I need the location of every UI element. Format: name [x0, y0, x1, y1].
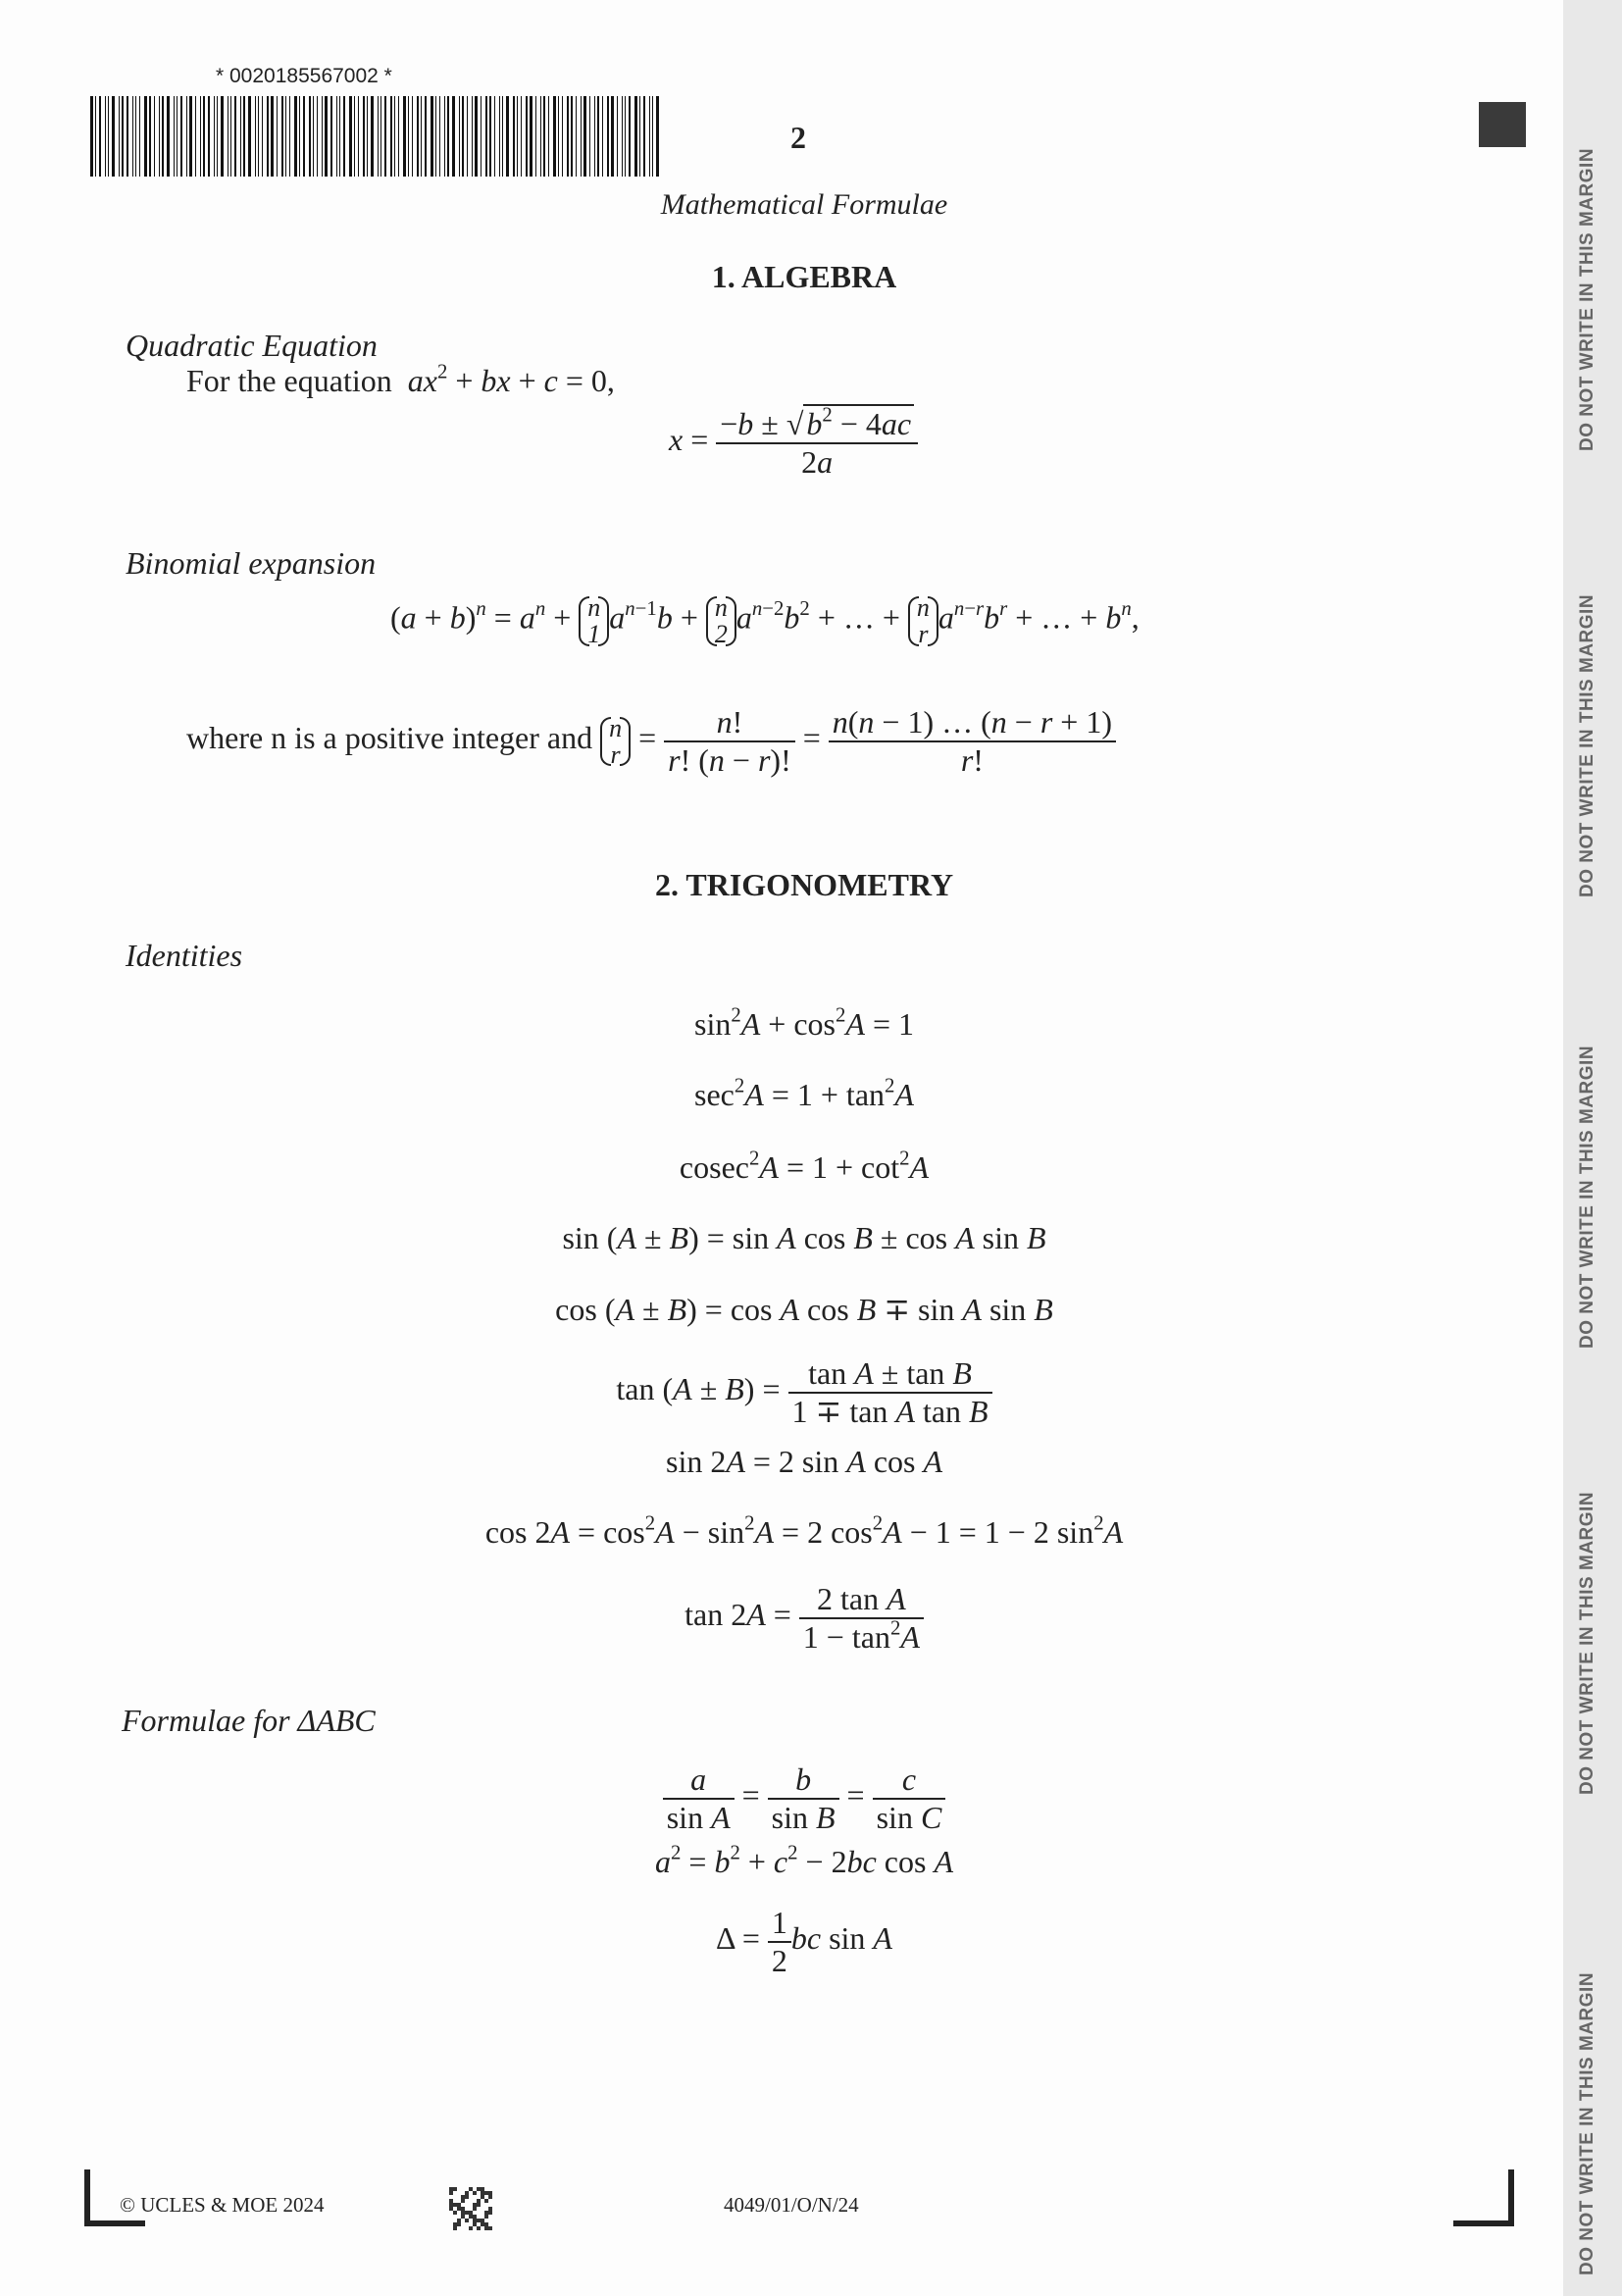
barcode-bar [656, 96, 659, 177]
quadratic-intro [186, 360, 615, 399]
qr-module [481, 2219, 484, 2222]
barcode-bar [543, 96, 545, 177]
qr-module [488, 2191, 492, 2195]
barcode-bar [517, 96, 518, 177]
quadratic-equation: $ax^2$ + bx + c = 0, [407, 360, 615, 398]
qr-module [449, 2187, 453, 2191]
barcode-bar [485, 96, 487, 177]
identity-cos-sum: cos (A ± B) = cos A cos B ∓ sin A sin B [555, 1292, 1053, 1327]
qr-module [484, 2191, 488, 2195]
barcode-bar [354, 96, 355, 177]
barcode-bar [398, 96, 399, 177]
qr-module [484, 2215, 488, 2219]
identity-cos-double: $\cos 2A = \cos^2A - \sin^2A = 2$ $\cos^2A - 1 = 1 - 2$ $\sin^2A$ [484, 1511, 1124, 1550]
cosine-rule: $a^2 = b^2 + c^2 - 2bc$ cos A [655, 1841, 953, 1879]
barcode-bar [105, 96, 106, 177]
barcode-bar [248, 96, 251, 177]
barcode-bar [174, 96, 175, 177]
qr-code [449, 2187, 492, 2230]
quadratic-title: Quadratic Equation [126, 328, 378, 363]
barcode-bar [159, 96, 160, 177]
qr-module [488, 2211, 492, 2215]
barcode-bar [639, 96, 640, 177]
barcode-bar [462, 96, 464, 177]
barcode-bar [285, 96, 286, 177]
barcode-bar [325, 96, 328, 177]
barcode-bar [167, 96, 170, 177]
qr-module [469, 2215, 473, 2219]
barcode-bar [214, 96, 215, 177]
barcode-bar [267, 96, 269, 177]
qr-module [449, 2191, 453, 2195]
barcode-bar [132, 96, 133, 177]
barcode-bar [571, 96, 573, 177]
barcode-bar [553, 96, 556, 177]
barcode-bar [200, 96, 201, 177]
barcode-bar [499, 96, 500, 177]
triangle-title: Formulae for ΔABC [122, 1703, 376, 1738]
qr-module [469, 2211, 473, 2215]
barcode-bar [558, 96, 559, 177]
barcode-bar [576, 96, 577, 177]
barcode-bar [562, 96, 563, 177]
qr-module [488, 2195, 492, 2199]
algebra-heading: 1. ALGEBRA [711, 259, 897, 294]
barcode-bar [481, 96, 482, 177]
barcode-bar [112, 96, 115, 177]
barcode-bar [139, 96, 140, 177]
barcode-bar [459, 96, 460, 177]
qr-module [453, 2222, 457, 2226]
qr-module [484, 2226, 488, 2230]
barcode-bar [349, 96, 352, 177]
barcode-bar [208, 96, 210, 177]
barcode-bar [425, 96, 427, 177]
barcode-bar [467, 96, 468, 177]
barcode-bar [489, 96, 491, 177]
barcode-bar [154, 96, 155, 177]
qr-module [481, 2222, 484, 2226]
trigonometry-heading: 2. TRIGONOMETRY [654, 867, 954, 902]
corner-mark-left [84, 2220, 145, 2226]
barcode-bar [186, 96, 187, 177]
qr-module [457, 2222, 461, 2226]
barcode-bar [122, 96, 124, 177]
barcode-bar [330, 96, 332, 177]
barcode-bar [271, 96, 274, 177]
barcode-bar [234, 96, 236, 177]
qr-module [477, 2219, 481, 2222]
identity-tan-sum: tan (A ± B) = $\frac{\text{tan A ± tan B}}{\text{1 ∓ tan A tan B}}$ [294, 1355, 1314, 1430]
qr-module [469, 2187, 473, 2191]
identity-pythagorean: $\sin^2A + \cos^2A = 1$ [694, 1003, 914, 1042]
qr-module [449, 2203, 453, 2207]
barcode-bar [384, 96, 386, 177]
barcode-bar [343, 96, 345, 177]
qr-module [449, 2207, 453, 2211]
barcode-bar [281, 96, 283, 177]
quadratic-formula: x = $\frac{-b \pm √b^2 - 4ac}{2a}$ [669, 406, 918, 481]
qr-module [481, 2191, 484, 2195]
barcode-bar [583, 96, 586, 177]
qr-module [484, 2211, 488, 2215]
barcode [90, 96, 667, 177]
barcode-bar [403, 96, 406, 177]
barcode-bar [317, 96, 318, 177]
barcode-bar [506, 96, 509, 177]
qr-module [457, 2207, 461, 2211]
qr-module [465, 2191, 469, 2195]
qr-module [484, 2199, 488, 2203]
quadratic-intro-text: For the equation [186, 363, 392, 398]
barcode-bar [258, 96, 259, 177]
barcode-bar [452, 96, 455, 177]
barcode-bar [390, 96, 392, 177]
barcode-bar [439, 96, 440, 177]
barcode-bar [303, 96, 305, 177]
qr-module [477, 2203, 481, 2207]
corner-mark-left [84, 2169, 90, 2226]
barcode-bar [412, 96, 413, 177]
barcode-bar [255, 96, 256, 177]
barcode-bar [513, 96, 515, 177]
barcode-bar [221, 96, 224, 177]
binomial-where-text: where n is a positive integer and [186, 720, 593, 756]
barcode-bar [435, 96, 436, 177]
barcode-bar [494, 96, 495, 177]
barcode-bar [135, 96, 136, 177]
qr-module [461, 2207, 465, 2211]
barcode-bar [594, 96, 595, 177]
barcode-number: * 0020185567002 * [216, 65, 392, 87]
barcode-bar [502, 96, 503, 177]
barcode-bar [367, 96, 368, 177]
barcode-bar [625, 96, 626, 177]
identity-sec: $\sec^2A = 1 + \tan^2A$ [694, 1074, 914, 1112]
qr-module [477, 2199, 481, 2203]
barcode-bar [643, 96, 645, 177]
barcode-bar [108, 96, 109, 177]
barcode-bar [217, 96, 218, 177]
barcode-bar [243, 96, 245, 177]
identity-tan-double: tan 2A = $\frac{\text{2 tan A}}{1 - \tan^2A}$ [294, 1581, 1314, 1656]
barcode-bar [313, 96, 314, 177]
barcode-bar [195, 96, 196, 177]
paper-code: 4049/01/O/N/24 [724, 2193, 859, 2217]
barcode-bar [230, 96, 231, 177]
triangle-area: Δ = $\frac{1}{2}$ bc sin A [716, 1905, 892, 1978]
barcode-bar [119, 96, 120, 177]
barcode-bar [144, 96, 147, 177]
qr-module [477, 2187, 481, 2191]
barcode-bar [535, 96, 536, 177]
barcode-bar [371, 96, 374, 177]
margin-warning: DO NOT WRITE IN THIS MARGIN [1577, 1971, 1597, 2275]
barcode-bar [240, 96, 241, 177]
qr-module [469, 2226, 473, 2230]
barcode-bar [472, 96, 473, 177]
qr-module [461, 2195, 465, 2199]
barcode-bar [617, 96, 618, 177]
barcode-bar [444, 96, 445, 177]
qr-module [473, 2191, 477, 2195]
qr-module [457, 2219, 461, 2222]
barcode-bar [530, 96, 532, 177]
barcode-bar [629, 96, 631, 177]
margin-warning: DO NOT WRITE IN THIS MARGIN [1577, 1045, 1597, 1349]
qr-module [488, 2226, 492, 2230]
barcode-bar [540, 96, 541, 177]
qr-module [484, 2222, 488, 2226]
qr-module [449, 2199, 453, 2203]
barcode-bar [447, 96, 449, 177]
identities-title: Identities [126, 938, 243, 973]
barcode-bar [475, 96, 478, 177]
document-title: Mathematical Formulae [660, 188, 948, 221]
qr-module [461, 2215, 465, 2219]
qr-module [473, 2222, 477, 2226]
barcode-bar [408, 96, 409, 177]
qr-module [465, 2211, 469, 2215]
barcode-bar [597, 96, 599, 177]
barcode-bar [521, 96, 522, 177]
qr-module [453, 2203, 457, 2207]
barcode-bar [90, 96, 93, 177]
barcode-bar [611, 96, 614, 177]
qr-module [461, 2199, 465, 2203]
barcode-bar [99, 96, 101, 177]
barcode-bar [421, 96, 422, 177]
barcode-bar [581, 96, 582, 177]
barcode-bar [299, 96, 300, 177]
qr-module [488, 2207, 492, 2211]
barcode-bar [652, 96, 653, 177]
barcode-bar [180, 96, 182, 177]
binomial-expansion: $(a + b)^n = a^n$ + n 1 $a^{n-1}b$ + n 2 $a^{n-2}b^2$ + … + n r $a^{n-r}b^r$ + … + $b^n$, [390, 593, 1140, 649]
margin-warning: DO NOT WRITE IN THIS MARGIN [1577, 147, 1597, 451]
corner-mark-right [1508, 2169, 1514, 2226]
barcode-bar [289, 96, 290, 177]
barcode-bar [322, 96, 323, 177]
barcode-bar [127, 96, 128, 177]
barcode-bar [607, 96, 609, 177]
copyright: © UCLES & MOE 2024 [120, 2193, 325, 2217]
barcode-bar [358, 96, 359, 177]
qr-module [481, 2187, 484, 2191]
barcode-bar [336, 96, 337, 177]
barcode-bar [378, 96, 379, 177]
barcode-bar [162, 96, 164, 177]
qr-module [481, 2195, 484, 2199]
barcode-bar [363, 96, 365, 177]
barcode-bar [417, 96, 419, 177]
identity-sin-sum: sin (A ± B) = sin A cos B ± cos A sin B [562, 1220, 1046, 1255]
barcode-bar [309, 96, 311, 177]
sine-rule: $\frac{a}{\text{sin A}}$ = $\frac{b}{\text{sin B}}$ = $\frac{c}{\text{sin C}}$ [294, 1761, 1314, 1836]
barcode-bar [95, 96, 96, 177]
barcode-bar [548, 96, 549, 177]
page-number: 2 [790, 120, 806, 155]
barcode-bar [262, 96, 263, 177]
barcode-bar [567, 96, 569, 177]
qr-module [473, 2215, 477, 2219]
qr-module [477, 2226, 481, 2230]
qr-module [457, 2203, 461, 2207]
barcode-bar [526, 96, 528, 177]
barcode-bar [649, 96, 650, 177]
margin-warning: DO NOT WRITE IN THIS MARGIN [1577, 593, 1597, 897]
barcode-bar [589, 96, 590, 177]
barcode-bar [394, 96, 395, 177]
barcode-bar [634, 96, 637, 177]
barcode-bar [431, 96, 433, 177]
barcode-bar [277, 96, 278, 177]
binomial-coefficient-definition: where n is a positive integer and n r = $\frac{n!}{r! (n - r)!}$ = $\frac{n(n - 1) \dots (n - r + 1)}{r!}$ [186, 704, 1116, 779]
corner-mark-right [1453, 2220, 1514, 2226]
barcode-bar [622, 96, 623, 177]
qr-module [473, 2207, 477, 2211]
binomial-title: Binomial expansion [126, 545, 377, 581]
barcode-bar [294, 96, 297, 177]
qr-module [473, 2203, 477, 2207]
qr-module [453, 2226, 457, 2230]
qr-module [461, 2211, 465, 2215]
qr-module [465, 2195, 469, 2199]
margin-warning: DO NOT WRITE IN THIS MARGIN [1577, 1491, 1597, 1795]
qr-module [473, 2219, 477, 2222]
identity-cosec: $cosec^2A = 1 + \cot^2A$ [679, 1147, 930, 1185]
barcode-bar [380, 96, 381, 177]
barcode-bar [203, 96, 205, 177]
identity-sin-double: sin 2A = 2 sin A cos A [665, 1444, 943, 1479]
qr-module [453, 2187, 457, 2191]
qr-module [453, 2211, 457, 2215]
barcode-bar [339, 96, 340, 177]
barcode-bar [602, 96, 603, 177]
qr-module [465, 2219, 469, 2222]
barcode-bar [149, 96, 151, 177]
registration-square [1479, 102, 1526, 147]
barcode-bar [189, 96, 192, 177]
